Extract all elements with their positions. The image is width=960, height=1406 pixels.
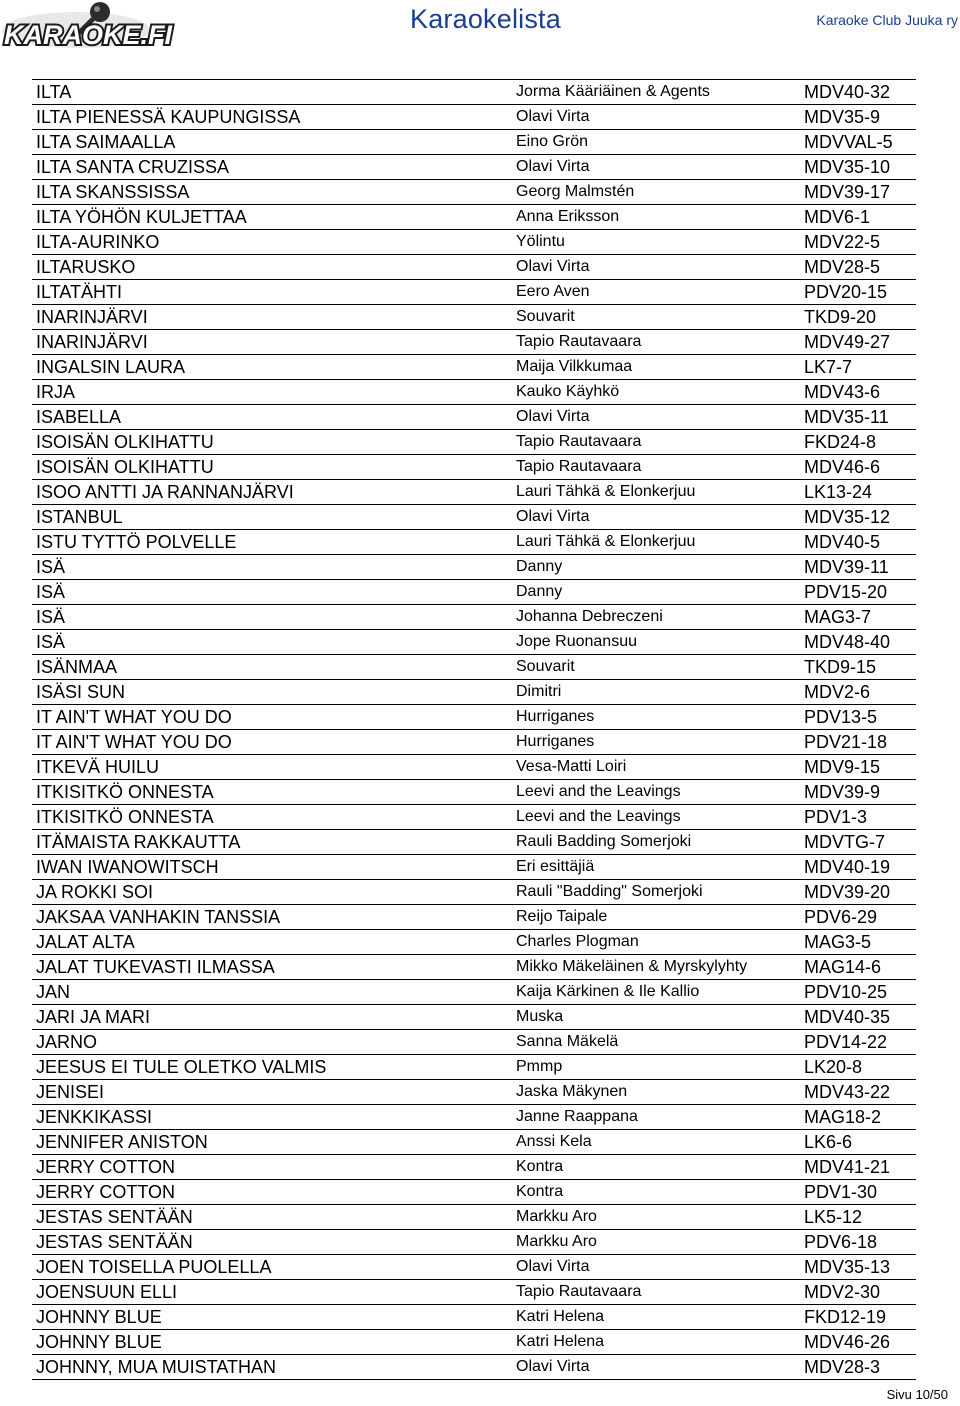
song-code: PDV10-25	[804, 982, 888, 1002]
song-code: PDV20-15	[804, 282, 888, 302]
list-item	[32, 1105, 916, 1130]
list-item	[32, 855, 916, 880]
song-title: JESTAS SENTÄÄN	[36, 1232, 193, 1252]
song-title: INARINJÄRVI	[36, 332, 148, 352]
artist-name: Leevi and the Leavings	[516, 808, 681, 825]
song-code: LK20-8	[804, 1057, 863, 1077]
artist-name: Reijo Taipale	[516, 908, 608, 925]
song-title: JAKSAA VANHAKIN TANSSIA	[36, 907, 281, 927]
list-item	[32, 530, 916, 555]
song-code: MDV35-13	[804, 1257, 891, 1277]
song-code: PDV21-18	[804, 732, 888, 752]
song-code: TKD9-20	[804, 307, 877, 327]
list-item	[32, 655, 916, 680]
artist-name: Olavi Virta	[516, 158, 590, 175]
artist-name: Tapio Rautavaara	[516, 458, 642, 475]
song-code: MDV39-11	[804, 557, 889, 577]
song-title: ILTA YÖHÖN KULJETTAA	[36, 207, 247, 227]
song-code: MDV48-40	[804, 632, 891, 652]
list-item	[32, 1055, 916, 1080]
song-title: ISÄ	[36, 632, 66, 652]
song-title: ISTU TYTTÖ POLVELLE	[36, 532, 237, 552]
list-item	[32, 930, 916, 955]
song-code: MDV22-5	[804, 232, 881, 252]
song-code: MDV40-35	[804, 1007, 891, 1027]
list-item	[32, 1030, 916, 1055]
list-item	[32, 830, 916, 855]
list-item	[32, 630, 916, 655]
song-code: MDV43-22	[804, 1082, 891, 1102]
song-title: ISÄ	[36, 582, 66, 602]
artist-name: Kontra	[516, 1183, 564, 1200]
artist-name: Tapio Rautavaara	[516, 333, 642, 350]
list-item	[32, 355, 916, 380]
song-title: ISOISÄN OLKIHATTU	[36, 457, 214, 477]
artist-name: Maija Vilkkumaa	[516, 358, 633, 375]
song-title: JESTAS SENTÄÄN	[36, 1207, 193, 1227]
song-code: MDV39-17	[804, 182, 891, 202]
song-title: JENKKIKASSI	[36, 1107, 153, 1127]
song-code: MDV40-19	[804, 857, 891, 877]
song-code: MDV39-20	[804, 882, 891, 902]
list-item	[32, 405, 916, 430]
list-item	[32, 105, 916, 130]
song-title: IWAN IWANOWITSCH	[36, 857, 219, 877]
song-code: PDV1-3	[804, 807, 868, 827]
artist-name: Hurriganes	[516, 733, 595, 750]
list-item	[32, 330, 916, 355]
artist-name: Yölintu	[516, 233, 565, 250]
song-code: MDV41-21	[804, 1157, 891, 1177]
song-title: ILTA-AURINKO	[36, 232, 160, 252]
song-title: JERRY COTTON	[36, 1182, 176, 1202]
list-item	[32, 1330, 916, 1355]
song-title: JENISEI	[36, 1082, 105, 1102]
karaoke-logo	[0, 0, 172, 52]
list-item	[32, 1205, 916, 1230]
list-item	[32, 580, 916, 605]
artist-name: Rauli Badding Somerjoki	[516, 833, 692, 850]
list-item	[32, 1355, 916, 1380]
song-title: JOHNNY BLUE	[36, 1332, 162, 1352]
artist-name: Olavi Virta	[516, 108, 590, 125]
song-title: JOHNNY, MUA MUISTATHAN	[36, 1357, 277, 1377]
song-title: ISÄSI SUN	[36, 682, 126, 702]
song-code: LK5-12	[804, 1207, 863, 1227]
list-item	[32, 430, 916, 455]
song-title: JOHNNY BLUE	[36, 1307, 162, 1327]
artist-name: Lauri Tähkä & Elonkerjuu	[516, 533, 696, 550]
list-item	[32, 505, 916, 530]
list-item	[32, 255, 916, 280]
song-code: MDV2-30	[804, 1282, 881, 1302]
song-title: ILTA SAIMAALLA	[36, 132, 176, 152]
list-item	[32, 1130, 916, 1155]
song-title: JA ROKKI SOI	[36, 882, 154, 902]
song-code: MDV46-6	[804, 457, 881, 477]
song-title: IRJA	[36, 382, 76, 402]
song-title: JAN	[36, 982, 71, 1002]
song-code: LK6-6	[804, 1132, 853, 1152]
song-code: MDV2-6	[804, 682, 871, 702]
list-item	[32, 480, 916, 505]
song-title: ILTA PIENESSÄ KAUPUNGISSA	[36, 107, 301, 127]
artist-name: Anssi Kela	[516, 1133, 592, 1150]
song-code: MDVVAL-5	[804, 132, 893, 152]
artist-name: Danny	[516, 558, 563, 575]
song-title: ILTA SKANSSISSA	[36, 182, 190, 202]
list-item	[32, 380, 916, 405]
song-code: PDV13-5	[804, 707, 878, 727]
song-title: ILTATÄHTI	[36, 282, 123, 302]
artist-name: Tapio Rautavaara	[516, 433, 642, 450]
song-code: MDVTG-7	[804, 832, 885, 852]
song-code: PDV1-30	[804, 1182, 878, 1202]
artist-name: Souvarit	[516, 658, 575, 675]
artist-name: Dimitri	[516, 683, 562, 700]
list-item	[32, 1305, 916, 1330]
logo-text: KARAOKE.FI	[4, 20, 172, 50]
song-code: PDV15-20	[804, 582, 888, 602]
song-code: MDV35-11	[804, 407, 889, 427]
song-title: ISOISÄN OLKIHATTU	[36, 432, 214, 452]
list-item	[32, 780, 916, 805]
song-title: ILTA	[36, 82, 72, 102]
song-title: JALAT TUKEVASTI ILMASSA	[36, 957, 275, 977]
artist-name: Eero Aven	[516, 283, 590, 300]
artist-name: Olavi Virta	[516, 258, 590, 275]
list-item	[32, 680, 916, 705]
list-item	[32, 955, 916, 980]
list-item	[32, 180, 916, 205]
microphone-logo-icon	[0, 0, 172, 52]
artist-name: Pmmp	[516, 1058, 563, 1075]
song-code: MDV40-32	[804, 82, 891, 102]
artist-name: Lauri Tähkä & Elonkerjuu	[516, 483, 696, 500]
list-item	[32, 155, 916, 180]
song-code: MDV39-9	[804, 782, 881, 802]
list-item	[32, 280, 916, 305]
song-title: ISOO ANTTI JA RANNANJÄRVI	[36, 482, 294, 502]
song-list	[32, 79, 916, 1380]
song-code: MDV28-5	[804, 257, 881, 277]
song-title: ILTARUSKO	[36, 257, 136, 277]
list-item	[32, 230, 916, 255]
song-title: JERRY COTTON	[36, 1157, 176, 1177]
list-item	[32, 880, 916, 905]
page-number: Sivu 10/50	[886, 1387, 948, 1402]
song-title: JARNO	[36, 1032, 98, 1052]
artist-name: Markku Aro	[516, 1233, 597, 1250]
song-title: JEESUS EI TULE OLETKO VALMIS	[36, 1057, 327, 1077]
song-code: FKD12-19	[804, 1307, 887, 1327]
song-code: MAG18-2	[804, 1107, 882, 1127]
song-code: MDV40-5	[804, 532, 881, 552]
song-title: ISABELLA	[36, 407, 122, 427]
song-code: MAG3-5	[804, 932, 872, 952]
song-title: ISTANBUL	[36, 507, 123, 527]
artist-name: Leevi and the Leavings	[516, 783, 681, 800]
list-item	[32, 130, 916, 155]
artist-name: Charles Plogman	[516, 933, 639, 950]
artist-name: Olavi Virta	[516, 1258, 590, 1275]
list-item	[32, 1080, 916, 1105]
artist-name: Anna Eriksson	[516, 208, 620, 225]
song-code: LK7-7	[804, 357, 853, 377]
song-code: FKD24-8	[804, 432, 877, 452]
song-title: ITKEVÄ HUILU	[36, 757, 160, 777]
song-title: JARI JA MARI	[36, 1007, 151, 1027]
list-item	[32, 730, 916, 755]
list-item	[32, 1005, 916, 1030]
artist-name: Kauko Käyhkö	[516, 383, 620, 400]
song-code: PDV6-18	[804, 1232, 878, 1252]
list-item	[32, 705, 916, 730]
artist-name: Katri Helena	[516, 1308, 605, 1325]
list-item	[32, 805, 916, 830]
artist-name: Jaska Mäkynen	[516, 1083, 628, 1100]
artist-name: Olavi Virta	[516, 508, 590, 525]
list-item	[32, 1180, 916, 1205]
artist-name: Olavi Virta	[516, 408, 590, 425]
song-title: ITKISITKÖ ONNESTA	[36, 782, 214, 802]
song-title: ILTA SANTA CRUZISSA	[36, 157, 230, 177]
artist-name: Rauli "Badding" Somerjoki	[516, 883, 703, 900]
song-code: LK13-24	[804, 482, 873, 502]
song-title: ISÄNMAA	[36, 657, 118, 677]
artist-name: Kontra	[516, 1158, 564, 1175]
song-code: MDV43-6	[804, 382, 881, 402]
song-title: IT AIN'T WHAT YOU DO	[36, 732, 232, 752]
song-code: MDV49-27	[804, 332, 891, 352]
list-item	[32, 1155, 916, 1180]
song-code: MAG14-6	[804, 957, 882, 977]
artist-name: Eri esittäjiä	[516, 858, 595, 875]
artist-name: Muska	[516, 1008, 564, 1025]
song-code: MDV9-15	[804, 757, 881, 777]
organization-name: Karaoke Club Juuka ry	[816, 12, 958, 28]
song-code: MDV28-3	[804, 1357, 881, 1377]
song-title: JALAT ALTA	[36, 932, 135, 952]
song-title: INGALSIN LAURA	[36, 357, 186, 377]
artist-name: Sanna Mäkelä	[516, 1033, 619, 1050]
song-title: ITÄMAISTA RAKKAUTTA	[36, 832, 241, 852]
song-code: MDV46-26	[804, 1332, 891, 1352]
artist-name: Georg Malmstén	[516, 183, 635, 200]
artist-name: Mikko Mäkeläinen & Myrskylyhty	[516, 958, 748, 975]
list-item	[32, 980, 916, 1005]
list-item	[32, 605, 916, 630]
artist-name: Olavi Virta	[516, 1358, 590, 1375]
artist-name: Tapio Rautavaara	[516, 1283, 642, 1300]
artist-name: Danny	[516, 583, 563, 600]
song-code: MDV35-12	[804, 507, 891, 527]
list-item	[32, 905, 916, 930]
song-title: JOEN TOISELLA PUOLELLA	[36, 1257, 272, 1277]
song-code: TKD9-15	[804, 657, 877, 677]
artist-name: Hurriganes	[516, 708, 595, 725]
artist-name: Janne Raappana	[516, 1108, 638, 1125]
song-title: INARINJÄRVI	[36, 307, 148, 327]
song-title: ITKISITKÖ ONNESTA	[36, 807, 214, 827]
song-code: PDV14-22	[804, 1032, 888, 1052]
artist-name: Vesa-Matti Loiri	[516, 758, 627, 775]
list-item	[32, 455, 916, 480]
list-item	[32, 755, 916, 780]
song-title: JOENSUUN ELLI	[36, 1282, 178, 1302]
song-code: MDV35-9	[804, 107, 881, 127]
song-title: ISÄ	[36, 607, 66, 627]
artist-name: Johanna Debreczeni	[516, 608, 663, 625]
artist-name: Eino Grön	[516, 133, 589, 150]
list-item	[32, 80, 916, 105]
song-title: JENNIFER ANISTON	[36, 1132, 208, 1152]
song-title: IT AIN'T WHAT YOU DO	[36, 707, 232, 727]
artist-name: Markku Aro	[516, 1208, 597, 1225]
artist-name: Jope Ruonansuu	[516, 633, 637, 650]
list-item	[32, 205, 916, 230]
list-item	[32, 555, 916, 580]
song-code: MAG3-7	[804, 607, 872, 627]
list-item	[32, 1230, 916, 1255]
song-code: MDV35-10	[804, 157, 891, 177]
song-code: PDV6-29	[804, 907, 878, 927]
artist-name: Jorma Kääriäinen & Agents	[516, 83, 710, 100]
song-title: ISÄ	[36, 557, 66, 577]
list-item	[32, 1280, 916, 1305]
page-title: Karaokelista	[410, 4, 561, 34]
song-code: MDV6-1	[804, 207, 871, 227]
artist-name: Kaija Kärkinen & Ile Kallio	[516, 983, 700, 1000]
list-item	[32, 1255, 916, 1280]
artist-name: Souvarit	[516, 308, 575, 325]
artist-name: Katri Helena	[516, 1333, 605, 1350]
list-item	[32, 305, 916, 330]
